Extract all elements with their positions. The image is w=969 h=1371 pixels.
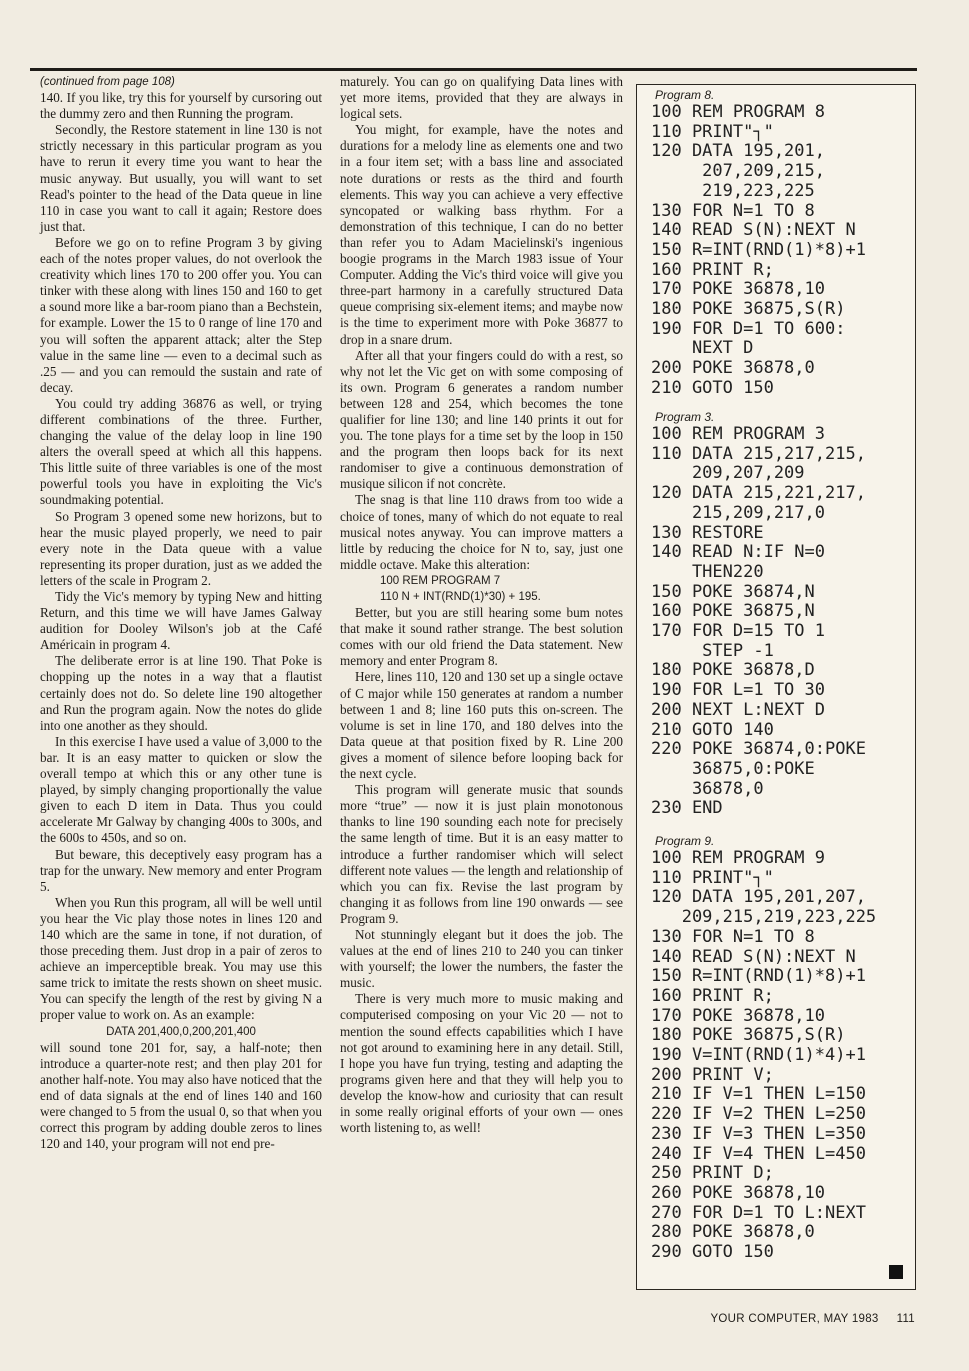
code-line: 200 NEXT L:NEXT D <box>651 699 825 720</box>
listing-program-8 <box>637 88 915 399</box>
paragraph: The snag is that line 110 draws from too wide a choice of tones, many of which do not equate to real musical notes anyway. You can improve matters a little by reducing the choice for N to, say, just one middle octave. Make this alteration: <box>340 492 623 572</box>
code-line: STEP -1 <box>651 640 774 661</box>
code-line: NEXT D <box>651 338 754 359</box>
code-line: 130 FOR N=1 TO 8 <box>651 200 815 221</box>
code-line: 180 POKE 36875,S(R) <box>651 299 846 320</box>
top-rule <box>30 68 917 71</box>
code-line: 170 FOR D=15 TO 1 <box>651 621 825 642</box>
code-line: 120 DATA 195,201, <box>651 141 825 162</box>
code-line: 230 END <box>651 798 723 819</box>
program-listings-panel <box>636 84 916 1290</box>
code-line: 190 V=INT(RND(1)*4)+1 <box>651 1045 866 1066</box>
code-line: 120 DATA 195,201,207, <box>651 887 866 908</box>
code-line: 120 DATA 215,221,217, <box>651 483 866 504</box>
code-line: 220 IF V=2 THEN L=250 <box>651 1104 866 1125</box>
paragraph: But beware, this deceptively easy program has a trap for the unwary. New memory and enter Program 5. <box>40 846 322 894</box>
paragraph: Better, but you are still hearing some bum notes that make it sound rather strange. The best solution comes with our old friend the Data statement. New memory and enter Program 8. <box>340 605 623 669</box>
inline-code-line: 100 REM PROGRAM 7 <box>380 574 501 587</box>
code-line: 240 IF V=4 THEN L=450 <box>651 1143 866 1164</box>
listing-title: Program 8. <box>655 88 715 102</box>
code-line: 160 POKE 36875,N <box>651 601 815 622</box>
code-line: 280 POKE 36878,0 <box>651 1222 815 1243</box>
code-line: 180 POKE 36875,S(R) <box>651 1025 846 1046</box>
continued-note: (continued from page 108) <box>40 76 175 88</box>
inline-code-data: DATA 201,400,0,200,201,400 <box>106 1025 256 1038</box>
code-line: 130 FOR N=1 TO 8 <box>651 926 815 947</box>
paragraph: This program will generate music that sounds more “true” — now it is just plain monotonous thanks to line 190 sounding each note for precisely the same length of time. But it is an easy matter to introduce a further randomiser which will select different note values — the length and relationship of which you can fix. Revise the last program by changing it as follows from line 190 onwards — see Program 9. <box>340 782 623 926</box>
paragraph: When you Run this program, all will be well until you hear the Vic play those notes in lines 120 and 140 which are the same in tone, if not duration, of those preceding them. Just drop in a pair of zeros to achieve an imperceptible break. You may use this same trick to imitate the rests shown on sheet music. You can specify the length of the rest by giving N a proper value to work on. As an example: <box>40 894 322 1023</box>
code-line: 150 R=INT(RND(1)*8)+1 <box>651 239 866 260</box>
code-line: 210 GOTO 150 <box>651 377 774 398</box>
code-line: 215,209,217,0 <box>651 502 825 523</box>
article-column-1 <box>40 74 322 1152</box>
paragraph: Before we go on to refine Program 3 by giving each of the notes proper values, do not overlook the creativity which lines 170 to 200 offer you. You can tinker with these along with lines 150 and 160 to get a sound more like a bar-room piano than a Bechstein, for example. Lower the 15 to 0 range of line 170 and you will soften the apparent attack; alter the Step value in the same line — even to a decimal such as .25 — and you can remould the sustain and rate of decay. <box>40 234 322 395</box>
code-line: 100 REM PROGRAM 9 <box>651 848 825 868</box>
code-line: 200 PRINT V; <box>651 1064 774 1085</box>
code-line: 36878,0 <box>651 778 764 799</box>
paragraph: Not stunningly elegant but it does the job. The values at the end of lines 210 to 240 you can tinker with yourself; the lower the numbers, the faster the music. <box>340 926 623 991</box>
paragraph: maturely. You can go on qualifying Data lines with yet more items, provided that they are always in logical sets. <box>340 74 623 122</box>
code-line: 209,207,209 <box>651 463 805 484</box>
code-line: 160 PRINT R; <box>651 985 774 1006</box>
code-line: 207,209,215, <box>651 161 825 182</box>
code-line: 180 POKE 36878,D <box>651 660 815 681</box>
code-line: 200 POKE 36878,0 <box>651 358 815 379</box>
code-line: 170 POKE 36878,10 <box>651 1005 825 1026</box>
code-line: 110 PRINT"┐" <box>651 121 774 142</box>
paragraph: will sound tone 201 for, say, a half-note; then introduce a quarter-note rest; and then play 201 for another half-note. You may also have noticed that the end of data signals at the end of lines 140 and 160 were changed to 5 from the usual 0, so that when you correct this program by adding double zeros to lines 120 and 140, your program will not end pre- <box>40 1039 322 1152</box>
code-line: 100 REM PROGRAM 8 <box>651 102 825 122</box>
code-line: 160 PRINT R; <box>651 259 774 280</box>
page-footer <box>692 1313 915 1325</box>
code-line: 130 RESTORE <box>651 522 764 543</box>
code-line: 230 IF V=3 THEN L=350 <box>651 1123 866 1144</box>
code-line: 270 FOR D=1 TO L:NEXT <box>651 1202 866 1223</box>
article-column-2 <box>340 74 623 1136</box>
paragraph: After all that your fingers could do with a rest, so why not let the Vic get on with some composing of its own. Program 6 generates a random number between 128 and 254, which becomes the tone qualifier for line 130; and line 140 prints it out for you. The tone plays for a time set by the loop in 150 and the program then loops back for its next randomiser to give a continuous demonstration of musique silicon if not concrète. <box>340 347 623 492</box>
paragraph: Secondly, the Restore statement in line 130 is not strictly necessary in this particular program as you have to rerun it every time you want to hear the music anyway. But usually, you will want to set Read's pointer to the head of the Data queue in line 110 in case you want to call it again; Restore does just that. <box>40 122 322 234</box>
code-line: 210 IF V=1 THEN L=150 <box>651 1084 866 1105</box>
code-line: THEN220 <box>651 561 764 582</box>
publication-name: YOUR COMPUTER, MAY 1983 <box>710 1313 879 1325</box>
paragraph: 140. If you like, try this for yourself by cursoring out the dummy zero and then Running the program. <box>40 90 322 122</box>
code-line: 209,215,219,223,225 <box>651 907 877 928</box>
code-line: 219,223,225 <box>651 180 815 201</box>
code-line: 210 GOTO 140 <box>651 719 774 740</box>
code-line: 250 PRINT D; <box>651 1163 774 1184</box>
code-line: 290 GOTO 150 <box>651 1242 774 1263</box>
listing-title: Program 9. <box>655 834 715 848</box>
listing-program-3 <box>637 410 915 819</box>
listing-program-9 <box>637 834 915 1263</box>
paragraph: There is very much more to music making and computerised composing on your Vic 20 — not to mention the sound effects capabilities which I have not got around to examining here in any detail. Still, I hope you have fun trying, testing and adapting the programs given here and that they will help you to develop the know-how and curiosity that can result in some really original efforts of your own — ones worth listening to, as well! <box>340 991 623 1136</box>
code-line: 36875,0:POKE <box>651 758 815 779</box>
paragraph: You might, for example, have the notes and durations for a melody line as elements one and two in a four item set; with a bass line and associated note durations or rests as the third and fourth elements. This way you can achieve a very effective syncopated or walking bass rhythm. For a demonstration of this technique, I can do no better than refer you to Adam Macielinski's ingenious boogie programs in the March 1983 issue of Your Computer. Adding the Vic's third voice will give you three-part harmony in a carefully structured Data queue comprising six-element items; and maybe now is the time to experiment more with Poke 36877 to drop in a snare drum. <box>340 122 623 347</box>
code-line: 110 DATA 215,217,215, <box>651 443 866 464</box>
code-line: 150 R=INT(RND(1)*8)+1 <box>651 966 866 987</box>
end-of-article-square-icon <box>889 1265 903 1279</box>
code-line: 220 POKE 36874,0:POKE <box>651 739 866 760</box>
code-line: 260 POKE 36878,10 <box>651 1182 825 1203</box>
paragraph: You could try adding 36876 as well, or trying different combinations of the three. Further, changing the value of the delay loop in line 190 alters the overall speed at which all this happens. This little suite of three variables is one of the most powerful tools you have in exploiting the Vic's soundmaking potential. <box>40 395 322 508</box>
code-line: 140 READ S(N):NEXT N <box>651 220 856 241</box>
code-line: 150 POKE 36874,N <box>651 581 815 602</box>
paragraph: The deliberate error is at line 190. That Poke is chopping up the notes in a way that a flautist certainly does not do. So delete line 190 altogether and Run the program again. Now the notes do glide into one another as they should. <box>40 653 322 733</box>
code-line: 140 READ N:IF N=0 <box>651 542 825 563</box>
code-line: 190 FOR L=1 TO 30 <box>651 680 825 701</box>
code-line: 190 FOR D=1 TO 600: <box>651 318 846 339</box>
page-number: 111 <box>896 1313 915 1325</box>
code-line: 170 POKE 36878,10 <box>651 279 825 300</box>
code-line: 100 REM PROGRAM 3 <box>651 424 825 444</box>
inline-code-line: 110 N + INT(RND(1)*30) + 195. <box>380 591 541 603</box>
paragraph: Tidy the Vic's memory by typing New and hitting Return, and this time we will have James Galway audition for Dooley Wilson's job at the Café Américain in program 4. <box>40 589 322 653</box>
paragraph: So Program 3 opened some new horizons, but to hear the music played properly, we need to pair every note in the Data queue with a value representing its proper duration, just as we added the letters of the scale in Program 2. <box>40 508 322 588</box>
code-line: 140 READ S(N):NEXT N <box>651 946 856 967</box>
paragraph: In this exercise I have used a value of 3,000 to the bar. It is an easy matter to quicken or slow the overall tempo at which this or any other tune is played, by simply changing proportionally the value given to each D item in Data. Thus you could accelerate Mr Galway by changing 400s to 300s, and the 600s to 450s, and so on. <box>40 733 322 846</box>
code-line: 110 PRINT"┐" <box>651 867 774 888</box>
paragraph: Here, lines 110, 120 and 130 set up a single octave of C major while 150 generates at random a number between 1 and 8; line 160 puts this on-screen. The volume is set in line 170, and 180 delves into the Data queue at that position fixed by R. Line 200 gives a moment of silence before looping back for the next cycle. <box>340 669 623 782</box>
listing-title: Program 3. <box>655 410 715 424</box>
